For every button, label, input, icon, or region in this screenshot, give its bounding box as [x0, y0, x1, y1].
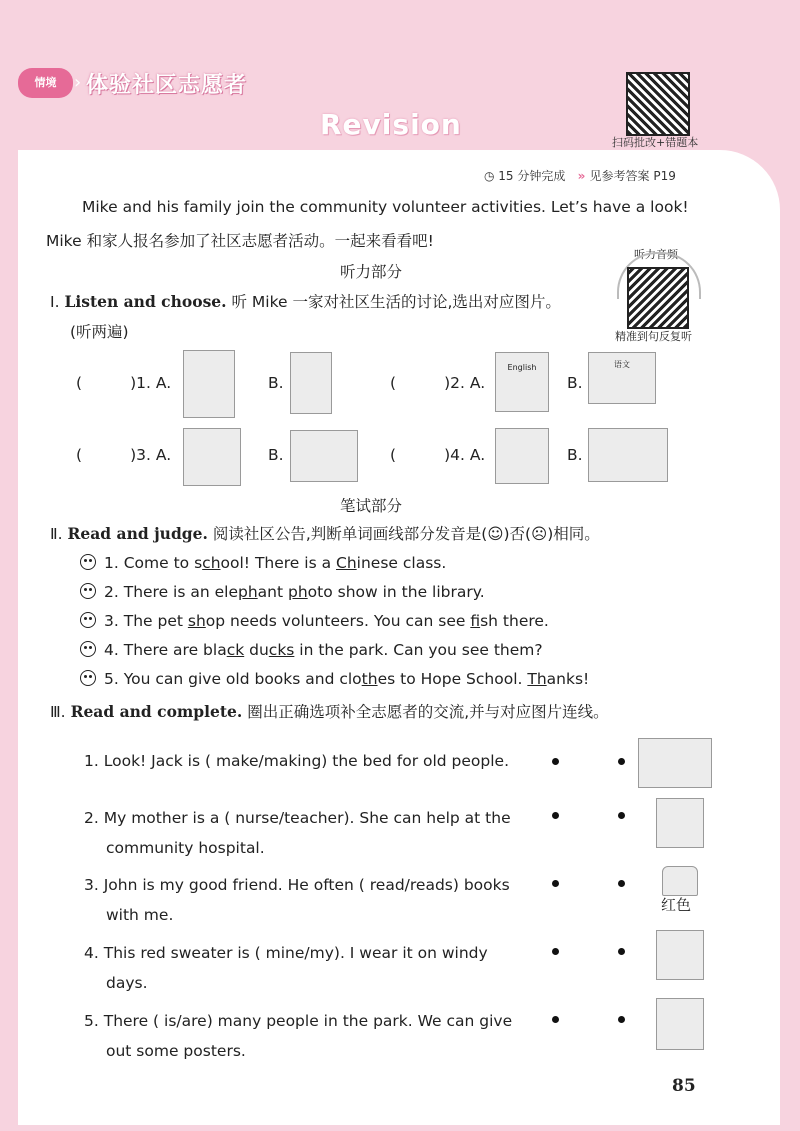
- picture-bus: [290, 430, 358, 482]
- audio-label: 听力音频: [634, 248, 678, 261]
- page-title: 体验社区志愿者: [86, 73, 248, 98]
- match-dot-right[interactable]: [618, 880, 625, 887]
- picture-park-playing: [588, 428, 668, 482]
- revision-banner: Revision: [320, 108, 462, 141]
- complete-item: 1. Look! Jack is ( make/making) the bed for old people.: [84, 752, 510, 770]
- judge-item: 4. There are black ducks in the park. Can you see them?: [80, 641, 543, 659]
- picture-painting-easel: [290, 352, 332, 414]
- sweater-color-label: 红色: [661, 896, 692, 914]
- page-number: 85: [672, 1076, 696, 1096]
- match-dot-left[interactable]: [552, 948, 559, 955]
- double-chevron-icon: »: [569, 169, 590, 183]
- match-dot-right[interactable]: [618, 948, 625, 955]
- smiley-icon[interactable]: [80, 583, 96, 599]
- complete-item: 4. This red sweater is ( mine/my). I wear it on windy days.: [84, 944, 488, 992]
- picture-english-book: [495, 352, 549, 412]
- option-b-label: B.: [268, 446, 284, 464]
- section-1-heading: Ⅰ. Listen and choose. 听 Mike 一家对社区生活的讨论,选出对应图片。: [50, 292, 561, 311]
- option-b-label: B.: [567, 446, 583, 464]
- judge-item: 3. The pet shop needs volunteers. You can see fish there.: [80, 612, 549, 630]
- picture-sweater: [662, 866, 698, 896]
- match-dot-right[interactable]: [618, 1016, 625, 1023]
- audio-caption: 精准到句反复听: [615, 330, 692, 343]
- question-2: ( )2. A.: [390, 374, 486, 392]
- intro-zh: Mike 和家人报名参加了社区志愿者活动。一起来看看吧!: [46, 232, 434, 250]
- smiley-icon[interactable]: [80, 554, 96, 570]
- chinese-book-label: 语文: [614, 360, 630, 369]
- qr-caption: 扫码批改+错题本: [612, 136, 699, 149]
- judge-item: 5. You can give old books and clothes to Hope School. Thanks!: [80, 670, 589, 688]
- match-dot-left[interactable]: [552, 1016, 559, 1023]
- option-b-label: B.: [268, 374, 284, 392]
- listen-twice-note: (听两遍): [70, 323, 129, 341]
- qr-code-icon[interactable]: [626, 72, 690, 136]
- match-dot-right[interactable]: [618, 758, 625, 765]
- picture-library-shelves: [656, 798, 704, 848]
- time-info: ◷ 15 分钟完成 » 见参考答案 P19: [484, 169, 676, 183]
- match-dot-left[interactable]: [552, 758, 559, 765]
- smiley-icon[interactable]: [80, 670, 96, 686]
- picture-library-reading: [495, 428, 549, 484]
- option-b-label: B.: [567, 374, 583, 392]
- picture-crossing-road: [183, 428, 241, 486]
- picture-reading-together: [656, 930, 704, 980]
- question-1: ( )1. A.: [76, 374, 172, 392]
- intro-en: Mike and his family join the community volunteer activities. Let’s have a look!: [82, 198, 689, 216]
- listening-heading: 听力部分: [340, 263, 403, 281]
- audio-qr-code-icon[interactable]: [627, 267, 689, 329]
- match-dot-right[interactable]: [618, 812, 625, 819]
- picture-nurse-hospital: [656, 998, 704, 1050]
- picture-chinese-book: [588, 352, 656, 404]
- match-dot-left[interactable]: [552, 812, 559, 819]
- smiley-icon[interactable]: [80, 612, 96, 628]
- judge-item: 2. There is an elephant photo show in the library.: [80, 583, 485, 601]
- picture-cleaning-room: [183, 350, 235, 418]
- writing-heading: 笔试部分: [340, 497, 403, 515]
- section-2-heading: Ⅱ. Read and judge. 阅读社区公告,判断单词画线部分发音是(☺)否(☹)相同。: [50, 524, 600, 543]
- english-book-label: English: [507, 363, 537, 372]
- judge-item: 1. Come to school! There is a Chinese class.: [80, 554, 446, 572]
- chevron-right-icon: ›: [74, 72, 82, 93]
- clock-icon: ◷: [484, 169, 499, 183]
- picture-park-crowd: [638, 738, 712, 788]
- question-4: ( )4. A.: [390, 446, 486, 464]
- match-dot-left[interactable]: [552, 880, 559, 887]
- smiley-icon[interactable]: [80, 641, 96, 657]
- complete-item: 5. There ( is/are) many people in the park. We can give out some posters.: [84, 1012, 513, 1060]
- scenario-tag: 情境: [18, 68, 73, 98]
- question-3: ( )3. A.: [76, 446, 172, 464]
- complete-item: 3. John is my good friend. He often ( read/reads) books with me.: [84, 876, 510, 924]
- complete-item: 2. My mother is a ( nurse/teacher). She can help at the community hospital.: [84, 809, 511, 857]
- section-3-heading: Ⅲ. Read and complete. 圈出正确选项补全志愿者的交流,并与对应图片连线。: [50, 702, 609, 721]
